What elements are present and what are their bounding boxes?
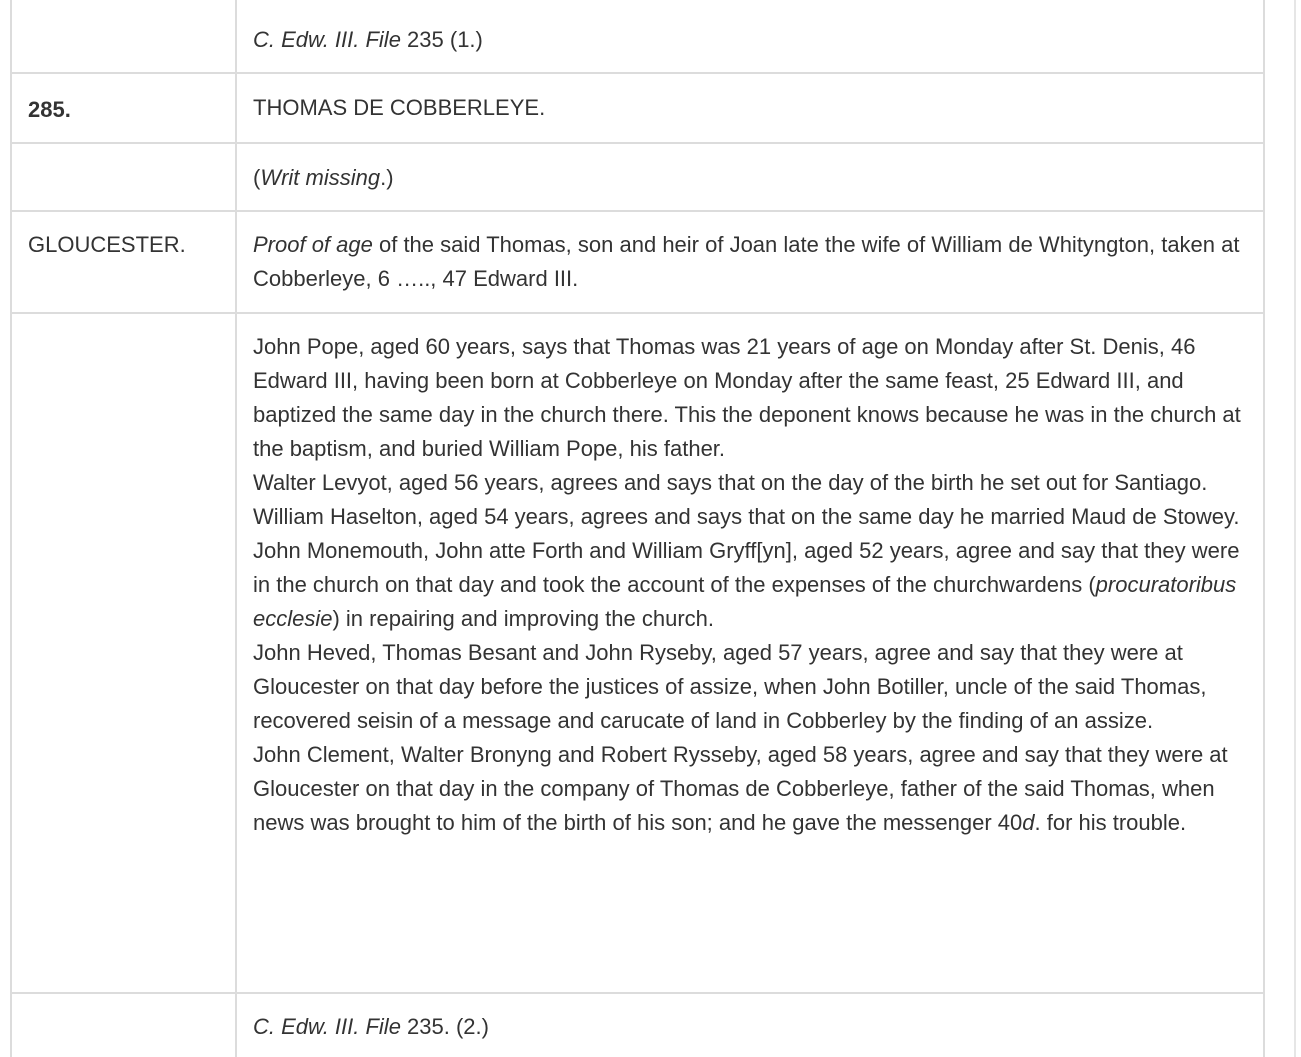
citation-cell xyxy=(236,993,1264,1057)
table-row xyxy=(11,211,1264,313)
writ-note-cell xyxy=(236,143,1264,211)
records-table xyxy=(10,0,1265,1057)
scroll-edge-divider xyxy=(1294,0,1296,1057)
proof-of-age-cell xyxy=(236,211,1264,313)
proof-of-age-text: of the said Thomas, son and heir of Joan late the wife of William de Whityngton, taken at Cobberleye, 6 ….., 47 Edward III. xyxy=(253,232,1240,291)
table-row xyxy=(11,313,1264,993)
entry-number-cell xyxy=(11,143,236,211)
entry-number: 285. xyxy=(28,97,71,122)
deposition-text: John Monemouth, John atte Forth and William Gryff[yn], aged 52 years, agree and say that they were in the church on that day and took the account of the expenses of the churchwardens ( xyxy=(253,538,1240,597)
entry-number-cell xyxy=(11,313,236,993)
entry-number-cell xyxy=(11,73,236,143)
citation-prefix: C. Edw. III. File xyxy=(253,27,401,52)
deposition-paragraph xyxy=(253,738,1247,840)
depositions-cell xyxy=(236,313,1264,993)
writ-note-italic: Writ missing xyxy=(260,165,381,190)
citation-cell xyxy=(236,0,1264,73)
deposition-italic: d xyxy=(1022,810,1035,835)
citation-suffix: 235 (1.) xyxy=(400,27,483,52)
entry-title: THOMAS DE COBBERLEYE. xyxy=(253,95,546,120)
citation-suffix: 235. (2.) xyxy=(400,1014,489,1039)
deposition-text: John Clement, Walter Bronyng and Robert Rysseby, aged 58 years, agree and say that they were at Gloucester on that day in the company of Thomas de Cobberleye, father of the said Thomas, when news was brought to him of the birth of his son; and he gave the messenger 40 xyxy=(253,742,1228,835)
writ-note-close: .) xyxy=(380,165,394,190)
deposition-italic: procuratoribus ecclesie xyxy=(253,572,1237,631)
county-label: GLOUCESTER. xyxy=(28,232,186,257)
deposition-paragraph: Walter Levyot, aged 56 years, agrees and says that on the day of the birth he set out for Santiago. xyxy=(253,470,1208,495)
deposition-paragraph: John Pope, aged 60 years, says that Thomas was 21 years of age on Monday after St. Denis, 46 Edward III, having been born at Cobberleye on Monday after the same feast, 25 Edward III, and baptized the same day in the church there. This the deponent knows because he was in the church at the baptism, and buried William Pope, his father. xyxy=(253,334,1241,461)
citation-prefix: C. Edw. III. File xyxy=(253,1014,401,1039)
deposition-paragraph xyxy=(253,534,1247,636)
table-row xyxy=(11,0,1264,73)
deposition-text: ) in repairing and improving the church. xyxy=(332,606,715,631)
proof-of-age-italic: Proof of age xyxy=(253,232,373,257)
deposition-paragraph: William Haselton, aged 54 years, agrees and says that on the same day he married Maud de Stowey. xyxy=(253,504,1240,529)
entry-number-cell xyxy=(11,993,236,1057)
table-row xyxy=(11,143,1264,211)
entry-title-cell xyxy=(236,73,1264,143)
entry-number-cell xyxy=(11,0,236,73)
county-cell xyxy=(11,211,236,313)
table-row xyxy=(11,993,1264,1057)
deposition-paragraph: John Heved, Thomas Besant and John Ryseby, aged 57 years, agree and say that they were at Gloucester on that day before the justices of assize, when John Botiller, uncle of the said Thomas, recovered seisin of a message and carucate of land in Cobberley by the finding of an assize. xyxy=(253,640,1207,733)
table-row xyxy=(11,73,1264,143)
deposition-text: . for his trouble. xyxy=(1034,810,1187,835)
writ-note-open: ( xyxy=(253,165,261,190)
